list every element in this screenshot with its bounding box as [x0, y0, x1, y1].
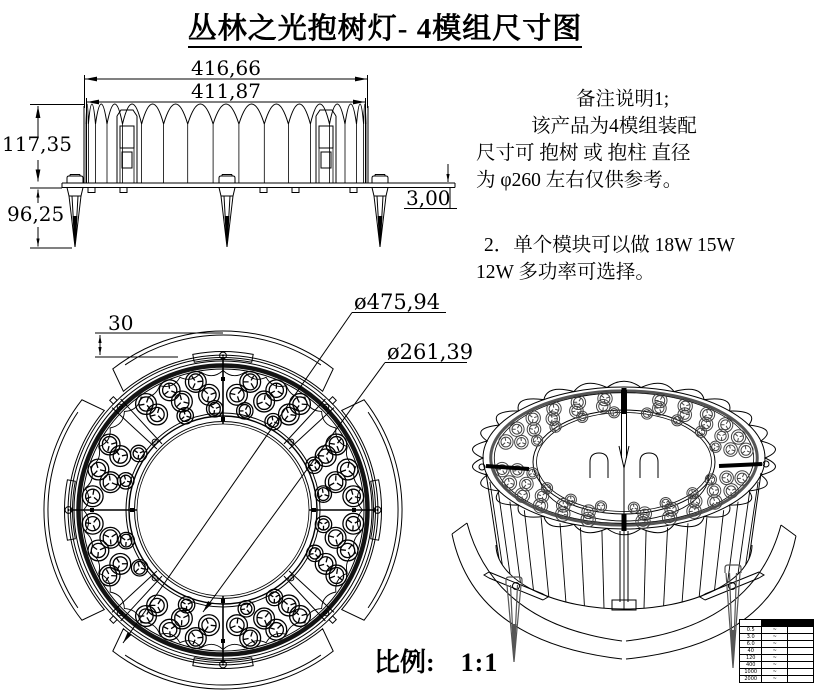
notes-block	[476, 86, 814, 286]
table-row: 120 ~	[740, 655, 814, 662]
table-row: 0.5 ~	[740, 627, 814, 634]
dim-text-spike-height: 96,25	[7, 202, 65, 226]
note-line: 12W 多功率可选择。	[476, 262, 655, 283]
dim-text-offset: 30	[108, 311, 134, 335]
scale-label	[374, 642, 498, 679]
table-row: 400 ~	[740, 662, 814, 669]
front-view	[62, 104, 455, 247]
note-line: 为 φ260 左右仅供参考。	[476, 170, 683, 191]
note-line: 该产品为4模组装配	[531, 116, 697, 137]
table-row	[740, 620, 814, 627]
tolerance-table	[739, 619, 814, 683]
scale-caption: 比例:	[374, 648, 435, 677]
table-row: 2000 ~	[740, 676, 814, 683]
top-view	[44, 331, 402, 689]
note-line: 2．单个模块可以做 18W 15W	[484, 235, 735, 256]
dim-text-body-height: 117,35	[2, 132, 72, 156]
page-title-text: 丛林之光抱树灯- 4模组尺寸图	[188, 13, 582, 48]
dim-text-plate-thickness: 3,00	[406, 186, 451, 210]
scale-value: 1:1	[460, 648, 499, 677]
dim-text-overall-width: 416,66	[191, 56, 261, 80]
dim-text-body-width: 411,87	[191, 79, 261, 103]
note-line: 备注说明1;	[576, 89, 670, 110]
table-row: 1000 ~	[740, 669, 814, 676]
table-row: 6.0 ~	[740, 641, 814, 648]
table-row: 40 ~	[740, 648, 814, 655]
dim-text-outer-diameter: ø475,94	[354, 290, 441, 314]
dim-text-inner-diameter: ø261,39	[387, 340, 474, 364]
note-line: 尺寸可 抱树 或 抱柱 直径	[476, 143, 691, 164]
table-row: 3.0 ~	[740, 634, 814, 641]
